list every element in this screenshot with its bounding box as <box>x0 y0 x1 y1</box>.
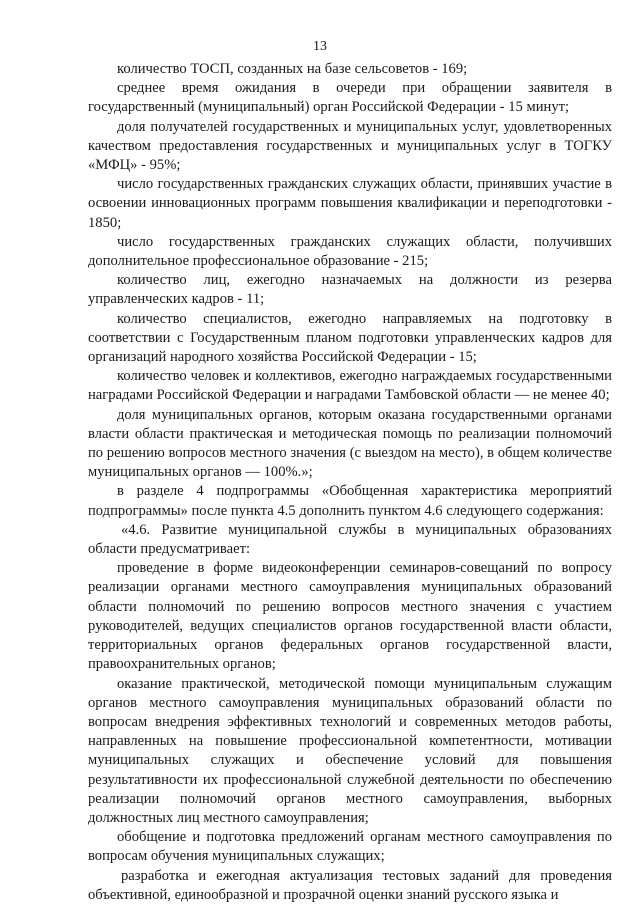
paragraph-reserve-appointments: количество лиц, ежегодно назначаемых на должности из резерва управленческих кадров - 11; <box>88 272 612 308</box>
page-number: 13 <box>313 39 327 54</box>
paragraph-queue-wait-time: среднее время ожидания в очереди при обращении заявителя в государственный (муниципальный) орган Российской Федерации - 15 минут; <box>88 80 612 116</box>
paragraph-section-4-amendment: в разделе 4 подпрограммы «Обобщенная характеристика мероприятий подпрограммы» после пункта 4.5 дополнить пунктом 4.6 следующего содержания: <box>88 483 612 519</box>
paragraph-mfc-satisfaction: доля получателей государственных и муниципальных услуг, удовлетворенных качеством предоставления государственных и муниципальных услуг в ТОГКУ «МФЦ» - 95%; <box>88 118 612 174</box>
paragraph-additional-education: число государственных гражданских служащих области, получивших дополнительное профессиональное образование - 215; <box>88 233 612 270</box>
paragraph-methodical-assistance: оказание практической, методической помощи муниципальным служащим органов местного самоуправления муниципальных образований области по вопросам внедрения эффективных технологий и современных методов работы, направленных на повышение профессиональной компетентности, мотивации муниципальных служащих и обеспечение условий для повышения результативности их профессиональной служебной деятельности по обеспечению реализации полномочий органов местного самоуправления, выборных должностных лиц местного самоуправления; <box>88 675 612 826</box>
document-body <box>88 60 612 905</box>
paragraph-training-proposals: обобщение и подготовка предложений органам местного самоуправления по вопросам обучения муниципальных служащих; <box>88 829 612 865</box>
paragraph-municipal-assistance: доля муниципальных органов, которым оказана государственными органами власти области практическая и методическая помощь по реализации полномочий по решению вопросов местного значения (с выездом на место), в общем количестве муниципальных органов — 100%.»; <box>88 406 612 481</box>
paragraph-state-plan-training: количество специалистов, ежегодно направляемых на подготовку в соответствии с Государственным планом подготовки управленческих кадров для организаций народного хозяйства Российской Федерации - 15; <box>88 310 612 366</box>
paragraph-tosp-count: количество ТОСП, созданных на базе сельсоветов - 169; <box>117 61 468 77</box>
paragraph-item-4-6-heading: «4.6. Развитие муниципальной службы в муниципальных образованиях области предусматривает: <box>88 521 612 558</box>
paragraph-awards: количество человек и коллективов, ежегодно награждаемых государственными наградами Российской Федерации и наградами Тамбовской области — не менее 40; <box>88 368 612 404</box>
paragraph-test-tasks: разработка и ежегодная актуализация тестовых заданий для проведения объективной, единообразной и прозрачной оценки знаний русского языка и <box>88 867 612 903</box>
paragraph-innovative-programs: число государственных гражданских служащих области, принявших участие в освоении инновационных программ повышения квалификации и переподготовки - 1850; <box>88 176 612 231</box>
paragraph-videoconference-seminars: проведение в форме видеоконференции семинаров-совещаний по вопросу реализации органами местного самоуправления муниципальных образований области полномочий по решению вопросов местного значения с участием руководителей, ведущих специалистов органов государственной власти области, территориальных органов федеральных органов государственной власти, правоохранительных органов; <box>88 560 612 673</box>
